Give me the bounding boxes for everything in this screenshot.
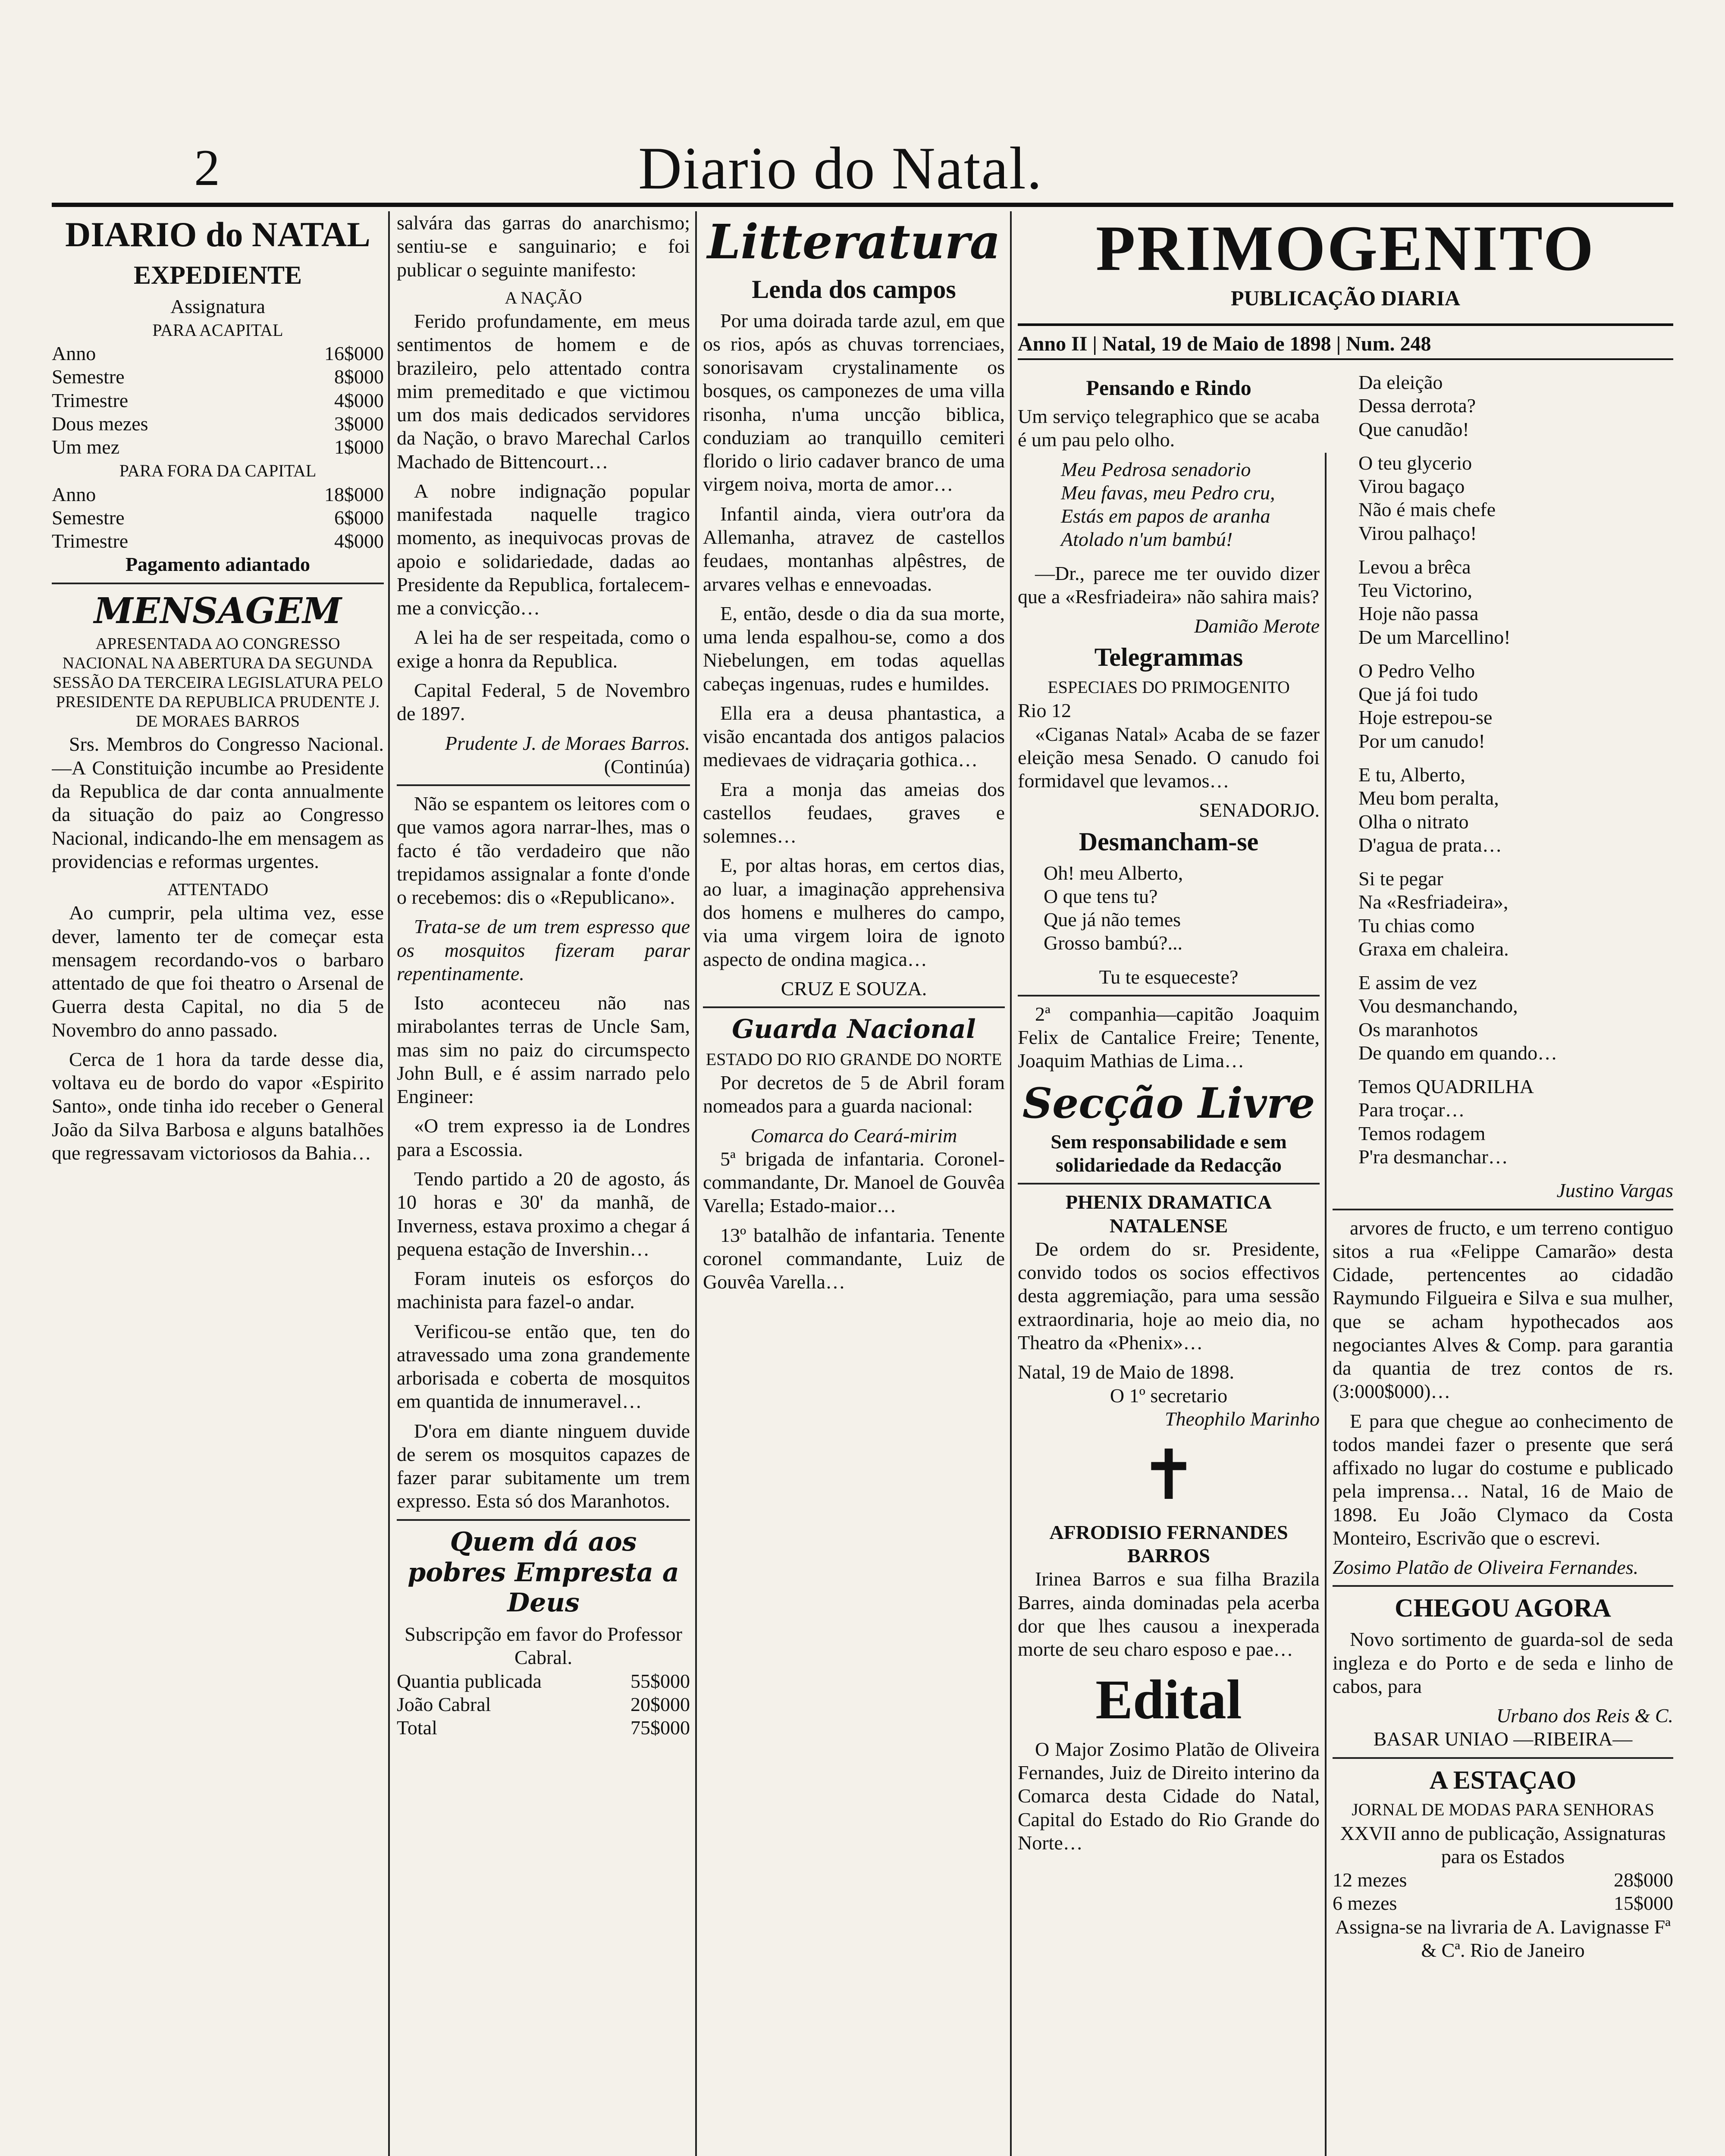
arrival-place: BASAR UNIAO —RIBEIRA—: [1373, 1728, 1633, 1750]
guard-subtitle: ESTADO DO RIO GRANDE DO NORTE: [706, 1049, 1002, 1069]
section-heading: EXPEDIENTE: [133, 260, 302, 289]
masthead-subtitle: PUBLICAÇÃO DIARIA: [1231, 286, 1460, 310]
mensagem-subtitle: APRESENTADA AO CONGRESSO NACIONAL NA ABERTURA DA SEGUNDA SESSÃO DA TERCEIRA LEGISLATURA PELO PRESIDENTE DA REPUBLICA PRUDENTE J. DE MORAES BARROS: [53, 635, 383, 730]
paragraph: arvores de fructo, e um terreno contiguo sitos a rua «Felippe Camarão» desta Cidade, pertencentes ao cidadão Raymundo Filgueira e Silva e sua mulher, que se acham hypothecados aos negociantes Alves & Comp. para garantia da quantia de trez contos de rs. (3:000$000)…: [1333, 1216, 1673, 1403]
verse-stanza: [1061, 458, 1320, 552]
verse-line: Olha o nitrato: [1358, 810, 1469, 833]
paragraph: Irinea Barros e sua filha Brazila Barres, ainda dominadas pela acerba dor que lhes causou a inexperada morte de seu charo esposo e pae…: [1018, 1568, 1320, 1661]
charity-row-label: Total: [397, 1717, 437, 1739]
rate-row: [52, 412, 384, 436]
column-divider: [1325, 453, 1327, 2156]
edital-title: Edital: [1095, 1669, 1242, 1731]
verse-line: Graxa em chaleira.: [1358, 937, 1509, 960]
verse-stanza: [1044, 862, 1320, 955]
outside-heading: PARA FORA DA CAPITAL: [119, 461, 317, 481]
verse-line: Por um canudo!: [1358, 730, 1485, 752]
verse-line: Virou bagaço: [1358, 475, 1465, 498]
signature: Justino Vargas: [1556, 1179, 1673, 1202]
divider: [397, 784, 690, 786]
verse-line: Meu bom peralta,: [1358, 787, 1499, 809]
verse-end: Tu te esqueceste?: [1099, 965, 1239, 988]
verse-line: Que canudão!: [1358, 418, 1469, 440]
column-verses: [1333, 371, 1673, 2156]
rate-row-value: 8$000: [334, 366, 384, 388]
charity-row-value: 75$000: [630, 1717, 690, 1739]
verse-line: Da eleição: [1358, 371, 1443, 393]
paragraph: O Major Zosimo Platão de Oliveira Fernandes, Juiz de Direito interino da Comarca desta Cidade do Natal, Capital do Estado do Rio Grande do Norte…: [1018, 1738, 1320, 1854]
charity-title: Quem dá aos pobres Empresta a Deus: [408, 1526, 679, 1618]
verse-stanza: [1358, 763, 1673, 857]
rate-row-value: 1$000: [334, 436, 384, 458]
manifesto-signature: Prudente J. de Moraes Barros.: [445, 732, 690, 754]
arrival-title: CHEGOU AGORA: [1395, 1594, 1611, 1623]
column-divider: [1010, 211, 1012, 2156]
primogenito-masthead: [1018, 211, 1673, 326]
obituary-name: AFRODISIO FERNANDES BARROS: [1049, 1521, 1288, 1567]
story-author: CRUZ E SOUZA.: [781, 977, 927, 1000]
verse-stanza: [1358, 659, 1673, 753]
paragraph: 5ª brigada de infantaria. Coronel-commandante, Dr. Manoel de Gouvêa Varella; Estado-maior…: [703, 1147, 1005, 1217]
verse-line: Temos QUADRILHA: [1358, 1075, 1534, 1098]
divider: [397, 1519, 690, 1521]
desmancham-title: Desmancham-se: [1079, 827, 1259, 856]
verse-line: Hoje estrepou-se: [1358, 706, 1493, 729]
rate-row: [52, 365, 384, 389]
paragraph: Novo sortimento de guarda-sol de seda ingleza e do Porto e de seda e linho de cabos, para: [1333, 1628, 1673, 1697]
rate-row-label: Anno: [52, 342, 96, 364]
paragraph: Cerca de 1 hora da tarde desse dia, voltava eu de bordo do vapor «Espirito Santo», onde tinha ido receber o General João da Silva Barbosa e alguns batalhões que regressavam victoriosos da Bahia…: [52, 1048, 384, 1164]
verse-line: E assim de vez: [1358, 971, 1477, 994]
verse-line: P'ra desmanchar…: [1358, 1145, 1508, 1168]
paragraph: Verificou-se então que, ten do atravessado uma zona grandemente arborisada e coberta de mosquitos em quantida de innumeravel…: [397, 1320, 690, 1413]
paragraph: Tendo partido a 20 de agosto, ás 10 horas e 30' da manhã, de Inverness, estava proximo a chegar á pequena estação de Invershin…: [397, 1168, 690, 1260]
divider: [1018, 1183, 1320, 1185]
charity-row: [397, 1716, 690, 1739]
signature: SENADORJO.: [1199, 799, 1320, 821]
column-litteratura: [703, 211, 1005, 2156]
charity-row: [397, 1670, 690, 1693]
section-title: Litteratura: [707, 214, 1000, 270]
rate-row-label: 12 mezes: [1333, 1869, 1407, 1891]
charity-intro: Subscripção em favor do Professor Cabral.: [405, 1623, 682, 1669]
paragraph: D'ora em diante ninguem duvide de serem os mosquitos capazes de fazer parar subitamente um trem expresso. Esta só dos Maranhotos.: [397, 1420, 690, 1512]
verse-block: [1018, 862, 1320, 955]
column-primogenito: [1018, 371, 1320, 2156]
verse-line: O teu glycerio: [1358, 451, 1472, 474]
rate-row-label: Anno: [52, 483, 96, 505]
charity-rows: [397, 1670, 690, 1740]
rate-row-value: 4$000: [334, 530, 384, 552]
verse-line: Vou desmanchando,: [1358, 995, 1518, 1017]
payment-note: Pagamento adiantado: [125, 553, 310, 576]
verse-line: Teu Victorino,: [1358, 579, 1473, 602]
rate-row: [52, 342, 384, 365]
livre-title: Secção Livre: [1022, 1078, 1315, 1128]
section-heading: Pensando e Rindo: [1086, 376, 1251, 400]
charity-row-value: 55$000: [630, 1670, 690, 1692]
page-header: [52, 129, 1673, 203]
divider: [1333, 1209, 1673, 1210]
guard-comarca: Comarca do Ceará-mirim: [750, 1124, 957, 1147]
newspaper-title: Diario do Natal.: [638, 135, 1043, 202]
verse-stanza: [1358, 371, 1673, 441]
column-divider: [695, 211, 697, 2156]
verse-line: Que já foi tudo: [1358, 683, 1478, 705]
rate-row-label: 6 mezes: [1333, 1892, 1397, 1915]
rate-row-label: Semestre: [52, 506, 125, 529]
paragraph: Srs. Membros do Congresso Nacional.—A Constituição incumbe ao Presidente da Republica de dar conta annualmente da situação do paiz ao Congresso Nacional, indicando-lhe em mensagem as providencias e reformas urgentes.: [52, 733, 384, 872]
phenix-date: Natal, 19 de Maio de 1898.: [1018, 1361, 1235, 1383]
rate-row: [1333, 1892, 1673, 1915]
livre-subtitle: Sem responsabilidade e sem solidariedade da Redacção: [1051, 1130, 1287, 1176]
paragraph: «O trem expresso ia de Londres para a Escossia.: [397, 1115, 690, 1160]
masthead-info: Anno II | Natal, 19 de Maio de 1898 | Num. 248: [1018, 332, 1673, 360]
divider: [703, 1006, 1005, 1008]
verse-stanza: [1358, 451, 1673, 545]
column-divider: [388, 211, 390, 2156]
verse-line: De um Marcellino!: [1358, 626, 1511, 648]
verse-stanza: [1358, 555, 1673, 649]
verse-line: Meu favas, meu Pedro cru,: [1061, 481, 1275, 504]
signature: Theophilo Marinho: [1164, 1407, 1320, 1430]
rate-row-value: 15$000: [1614, 1892, 1673, 1915]
verse-line: Hoje não passa: [1358, 602, 1479, 625]
divider: [52, 583, 384, 584]
rate-row-value: 4$000: [334, 389, 384, 411]
subscription-label: Assignatura: [170, 295, 265, 317]
charity-row-label: João Cabral: [397, 1693, 491, 1715]
paragraph: E, por altas horas, em certos dias, ao luar, a imaginação apprehensiva dos homens e mulheres do campo, via uma virgem loira de ignoto aspecto de ondina magica…: [703, 854, 1005, 970]
paragraph: E para que chegue ao conhecimento de todos mandei fazer o presente que será affixado no lugar do costume e publicado pela imprensa… Natal, 16 de Maio de 1898. Eu João Clymaco da Costa Monteiro, Escrivão que o escrevi.: [1333, 1410, 1673, 1549]
verse-line: O Pedro Velho: [1358, 659, 1475, 682]
estacao-text: XXVII anno de publicação, Assignaturas para os Estados: [1340, 1822, 1666, 1868]
paragraph: E, então, desde o dia da sua morte, uma lenda espalhou-se, como a dos Niebelungen, em todas aquellas cabeças ingenuas, rudes e humildes.: [703, 602, 1005, 695]
rate-row-value: 16$000: [324, 342, 384, 364]
verse-line: E tu, Alberto,: [1358, 763, 1465, 786]
rate-row: [52, 530, 384, 553]
verse-line: O que tens tu?: [1044, 885, 1158, 907]
telegrams-place: Rio 12: [1018, 699, 1071, 722]
phenix-role: O 1º secretario: [1110, 1384, 1228, 1407]
paragraph: Ao cumprir, pela ultima vez, esse dever, lamento ter de começar esta mensagem recordando-vos o barbaro attentado de que foi theatro o Arsenal de Guerra desta Capital, no dia 5 de Novembro do anno passado.: [52, 902, 384, 1041]
manifesto-heading: A NAÇÃO: [505, 288, 582, 307]
manifesto-date: Capital Federal, 5 de Novembro de 1897.: [397, 679, 690, 725]
column-manifesto: [397, 211, 690, 2156]
rate-row: [52, 436, 384, 459]
outside-rates: [52, 483, 384, 553]
paragraph: Não se espantem os leitores com o que vamos agora narrar-lhes, mas o facto é tão verdadeiro que não trepidamos assignalar a fonte d'onde o recebemos: dis o «Republicano».: [397, 793, 690, 909]
paragraph: salvára das garras do anarchismo; sentiu-se e sanguinario; e foi publicar o seguinte manifesto:: [397, 212, 690, 281]
verse-line: Que já não temes: [1044, 909, 1181, 931]
verse-line: Na «Resfriadeira»,: [1358, 891, 1509, 913]
mensagem-title: MENSAGEM: [94, 590, 342, 632]
verse-line: Meu Pedrosa senadorio: [1061, 458, 1251, 480]
paragraph: A nobre indignação popular manifestada naquelle tragico momento, as inequivocas provas de apoio e solidariedade, dadas ao Presidente da Republica, fortalecem-me a convicção…: [397, 479, 690, 619]
paragraph: 13º batalhão de infantaria. Tenente coronel commandante, Luiz de Gouvêa Varella…: [703, 1224, 1005, 1293]
rate-row: [52, 506, 384, 530]
rate-row-value: 18$000: [324, 483, 384, 505]
paragraph: De ordem do sr. Presidente, convido todos os socios effectivos desta aggremiação, para uma sessão extraordinaria, hoje ao meio dia, no Theatro da «Phenix»…: [1018, 1238, 1320, 1354]
paragraph: Trata-se de um trem espresso que os mosquitos fizeram parar repentinamente.: [397, 915, 690, 984]
rate-row: [52, 483, 384, 506]
story-title: Lenda dos campos: [752, 275, 956, 304]
paragraph: 2ª companhia—capitão Joaquim Felix de Cantalice Freire; Tenente, Joaquim Mathias de Lima…: [1018, 1003, 1320, 1072]
paragraph: —Dr., parece me ter ouvido dizer que a «Resfriadeira» não sahira mais?: [1018, 562, 1320, 608]
verse-line: Levou a brêca: [1358, 555, 1471, 578]
paragraph: Por decretos de 5 de Abril foram nomeados para a guarda nacional:: [703, 1072, 1005, 1117]
rate-row-value: 28$000: [1614, 1869, 1673, 1891]
verse-line: D'agua de prata…: [1358, 834, 1502, 856]
divider: [1333, 1585, 1673, 1587]
estacao-subtitle: JORNAL DE MODAS PARA SENHORAS: [1352, 1800, 1654, 1820]
rate-row-label: Um mez: [52, 436, 120, 458]
estacao-where: Assigna-se na livraria de A. Lavignasse Fª & Cª. Rio de Janeiro: [1335, 1915, 1671, 1961]
signature: Damião Merote: [1194, 615, 1320, 637]
rate-row-label: Dous mezes: [52, 412, 148, 435]
verse-line: Dessa derrota?: [1358, 395, 1476, 417]
column-title: DIARIO do NATAL: [65, 215, 370, 254]
paragraph: Por uma doirada tarde azul, em que os rios, após as chuvas torrenciaes, sonorisavam crystalinamente os bosques, os camponezes de uma villa risonha, n'uma uncção biblica, conduziam ao tranquillo cemiteri florido o lirio cadaver branco de uma virgem noiva, morta de amor…: [703, 309, 1005, 495]
verse-line: De quando em quando…: [1358, 1041, 1558, 1064]
verse-line: Oh! meu Alberto,: [1044, 862, 1183, 884]
guard-title: Guarda Nacional: [732, 1014, 976, 1045]
verse-line: Para troçar…: [1358, 1099, 1465, 1121]
rate-row-label: Semestre: [52, 366, 125, 388]
signature: Zosimo Platão de Oliveira Fernandes.: [1333, 1556, 1639, 1579]
verse-line: Si te pegar: [1358, 868, 1443, 890]
page-number: 2: [194, 139, 220, 196]
estacao-title: A ESTAÇAO: [1429, 1765, 1577, 1794]
continua-note: (Continúa): [604, 755, 690, 777]
rate-row-value: 3$000: [334, 412, 384, 435]
capital-rates: [52, 342, 384, 459]
paragraph: Isto aconteceu não nas mirabolantes terras de Uncle Sam, mas sim no paiz do circumspecto John Bull, e é assim narrado pelo Engineer:: [397, 992, 690, 1108]
column-expediente: [52, 211, 384, 2156]
rate-row-value: 6$000: [334, 506, 384, 529]
rate-row-label: Trimestre: [52, 530, 129, 552]
estacao-rates: [1333, 1868, 1673, 1915]
verse-line: Os maranhotos: [1358, 1018, 1478, 1040]
paragraph: A lei ha de ser respeitada, como o exige a honra da Republica.: [397, 626, 690, 672]
header-rule: [52, 203, 1673, 207]
cross-icon: ✝: [1139, 1437, 1198, 1514]
verse-line: Atolado n'um bambú!: [1061, 528, 1233, 551]
paragraph: Ferido profundamente, em meus sentimentos de homem e de brazileiro, pelo attentado contra mim premeditado e que victimou um dos mais dedicados servidores da Nação, o bravo Marechal Carlos Machado de Bittencourt…: [397, 310, 690, 473]
capital-heading: PARA ACAPITAL: [152, 320, 283, 340]
verse-group: [1333, 371, 1673, 1169]
rate-row-label: Trimestre: [52, 389, 129, 411]
attentado-heading: ATTENTADO: [167, 880, 269, 899]
charity-row-label: Quantia publicada: [397, 1670, 542, 1692]
telegrams-subtitle: ESPECIAES DO PRIMOGENITO: [1048, 677, 1290, 697]
divider: [1333, 1757, 1673, 1759]
verse-stanza: [1358, 867, 1673, 961]
rate-row: [52, 389, 384, 412]
divider: [1018, 995, 1320, 997]
rate-row: [1333, 1868, 1673, 1892]
paragraph: Infantil ainda, viera outr'ora da Allemanha, atravez de castellos feudaes, montanhas alpêstres, de arvares velhas e ennevoadas.: [703, 502, 1005, 595]
paragraph: Ella era a deusa phantastica, a visão encantada dos antigos palacios medievaes de vidraçaria gothica…: [703, 702, 1005, 771]
charity-row-value: 20$000: [630, 1693, 690, 1715]
arrival-shop: Urbano dos Reis & C.: [1496, 1705, 1673, 1727]
telegrams-title: Telegrammas: [1094, 643, 1243, 672]
verse-block: [1035, 458, 1320, 552]
verse-line: Não é mais chefe: [1358, 498, 1496, 521]
paragraph: Um serviço telegraphico que se acaba é um pau pelo olho.: [1018, 405, 1320, 451]
verse-stanza: [1358, 971, 1673, 1065]
paragraph: Foram inuteis os esforços do machinista para fazel-o andar.: [397, 1267, 690, 1313]
verse-line: Estás em papos de aranha: [1061, 505, 1270, 527]
verse-stanza: [1358, 1075, 1673, 1169]
masthead-title: PRIMOGENITO: [1095, 213, 1595, 284]
paragraph: «Ciganas Natal» Acaba de se fazer eleição mesa Senado. O canudo foi formidavel que levamos…: [1018, 723, 1320, 792]
paragraph: Era a monja das ameias dos castellos feudaes, graves e solemnes…: [703, 778, 1005, 847]
charity-row: [397, 1693, 690, 1716]
verse-line: Grosso bambú?...: [1044, 932, 1182, 954]
verse-line: Tu chias como: [1358, 914, 1475, 937]
verse-line: Virou palhaço!: [1358, 522, 1477, 544]
phenix-title: PHENIX DRAMATICA NATALENSE: [1065, 1191, 1272, 1237]
verse-line: Temos rodagem: [1358, 1122, 1486, 1144]
